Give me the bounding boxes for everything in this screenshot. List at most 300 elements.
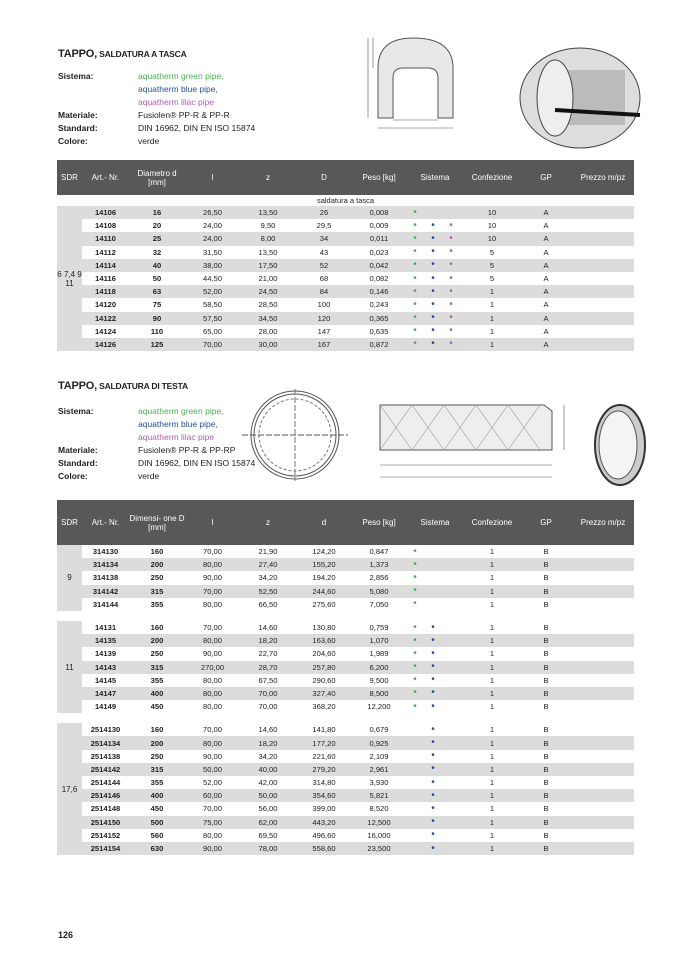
system-cell [406,776,464,789]
weight-cell: 8,520 [369,804,389,814]
z-value-cell: 34,50 [240,312,296,325]
column-header: Confezione [464,500,520,545]
price-cell [572,723,634,736]
system-dot-lilac: • [449,338,453,350]
gp-cell: B [543,599,549,609]
table-row [57,842,634,855]
diameter-cell: 355 [150,599,164,609]
column-header: Confezione [464,160,520,195]
l-value-cell: 70,00 [185,338,240,351]
system-dot-blue: • [431,750,435,762]
weight-cell: 0,008 [352,206,406,219]
d-value-cell: 399,00 [312,804,336,814]
system-dot-blue: • [431,802,435,814]
system-dot-blue: • [431,737,435,749]
column-header: l [185,500,240,545]
weight-cell: 2,856 [369,573,389,583]
art-nr-cell: 2514148 [90,804,121,814]
price-cell [572,687,634,700]
z-value-cell: 70,00 [258,702,278,712]
system-blue: aquatherm blue pipe, [138,419,218,429]
art-nr-cell: 14131 [94,623,117,633]
system-dot-blue [430,587,436,595]
column-header: Peso [kg] [352,160,406,195]
system-dot-lilac [448,548,454,556]
weight-cell: 0,365 [352,312,406,325]
column-header: z [240,500,296,545]
system-dot-blue: • [431,246,435,258]
d-value-cell: 314,80 [312,778,336,788]
table-row [57,789,634,802]
price-cell [572,598,634,611]
system-dot-blue: • [431,312,435,324]
table-row [57,674,634,687]
column-header: GP [520,500,572,545]
weight-cell: 0,023 [369,247,389,257]
diameter-cell: 160 [150,547,164,557]
l-value-cell: 65,00 [202,326,222,336]
weight-cell: 0,082 [369,274,389,284]
gp-cell: A [520,285,572,298]
table-row [57,206,634,219]
d-value-cell: 100 [317,300,331,310]
column-header: Art.- Nr. [82,500,129,545]
art-nr-cell: 14149 [94,702,117,712]
system-cell [406,338,464,351]
table-row [57,219,634,232]
table-row [57,585,634,598]
gp-cell: B [543,778,549,788]
system-dot-lilac [448,209,454,217]
column-header: Prezzo m/pz [572,160,634,195]
system-dot-lilac [448,792,454,800]
table-row [57,298,634,311]
system-lilac: aquatherm lilac pipe [138,432,215,442]
l-value-cell: 75,00 [185,816,240,829]
z-value-cell: 21,90 [258,547,278,557]
column-header: Sistema [406,160,464,195]
packaging-cell: 1 [489,751,495,761]
diameter-cell: 25 [129,232,185,245]
l-value-cell: 70,00 [202,804,222,814]
system-dot-green: • [413,285,417,297]
system-dot-green: • [413,545,417,557]
packaging-cell: 1 [464,789,520,802]
system-dot-green: • [413,571,417,583]
art-nr-cell: 2514130 [90,725,121,735]
system-dot-blue: • [431,829,435,841]
system-dot-lilac [448,637,454,645]
system-cell [406,700,464,713]
sdr-cell: 9 [57,545,82,611]
system-cell [406,736,464,749]
table-row [57,545,634,558]
system-dot-green: • [413,312,417,324]
subheader-saldatura: saldatura a tasca [316,196,375,205]
z-value-cell: 62,00 [240,816,296,829]
diameter-cell: 400 [129,789,185,802]
column-header: Art.- Nr. [82,160,129,195]
d-value-cell: 204,60 [312,649,336,659]
gp-cell: A [543,221,549,231]
packaging-cell: 1 [489,547,495,557]
packaging-cell: 1 [464,842,520,855]
packaging-cell: 1 [464,285,520,298]
table-row [57,723,634,736]
system-dot-green: • [413,272,417,284]
l-value-cell: 80,00 [185,687,240,700]
system-dot-green: • [413,634,417,646]
z-value-cell: 70,00 [240,687,296,700]
l-value-cell: 80,00 [202,599,222,609]
art-nr-cell: 314138 [92,573,119,583]
system-dot-blue [430,561,436,569]
system-dot-blue [430,600,436,608]
system-dot-lilac [448,587,454,595]
price-cell [572,246,634,259]
table-row [57,571,634,584]
diameter-cell: 75 [152,300,162,310]
packaging-cell: 1 [464,736,520,749]
system-dot-blue: • [431,621,435,633]
system-cell [406,750,464,763]
diameter-cell: 32 [152,247,162,257]
system-lilac: aquatherm lilac pipe [138,97,215,107]
l-value-cell: 70,00 [185,585,240,598]
z-value-cell: 27,40 [240,558,296,571]
system-dot-blue: • [431,816,435,828]
diameter-cell: 160 [150,725,164,735]
weight-cell: 0,847 [369,547,389,557]
diameter-cell: 355 [150,778,164,788]
system-dot-lilac: • [449,285,453,297]
art-nr-cell: 314134 [82,558,129,571]
packaging-cell: 1 [489,675,495,685]
price-cell [572,634,634,647]
gp-cell: A [520,312,572,325]
art-nr-cell: 14110 [82,232,129,245]
table-row [57,598,634,611]
title-sub: SALDATURA DI TESTA [96,381,188,391]
spec-block-socket [58,70,255,148]
system-dot-blue: • [431,647,435,659]
price-cell [572,674,634,687]
z-value-cell: 17,50 [240,259,296,272]
system-dot-green: • [413,298,417,310]
diameter-cell: 63 [129,285,185,298]
diameter-cell: 250 [150,751,164,761]
packaging-cell: 1 [489,830,495,840]
system-dot-blue: • [431,219,435,231]
weight-cell: 8,500 [352,687,406,700]
weight-cell: 5,821 [352,789,406,802]
system-green: aquatherm green pipe, [138,406,224,416]
cap-side-drawing [372,395,577,490]
packaging-cell: 1 [489,804,495,814]
l-value-cell: 80,00 [202,675,222,685]
system-dot-green [412,739,418,747]
weight-cell: 16,000 [367,830,391,840]
system-dot-blue [430,574,436,582]
art-nr-cell: 14135 [82,634,129,647]
diameter-cell: 160 [150,623,164,633]
l-value-cell: 52,00 [202,778,222,788]
weight-cell: 23,500 [352,842,406,855]
art-nr-cell: 14118 [82,285,129,298]
price-cell [572,285,634,298]
art-nr-cell: 14147 [82,687,129,700]
system-dot-green [412,765,418,773]
label-materiale: Materiale: [58,110,98,120]
cap-photo [515,40,645,155]
d-value-cell: 354,60 [296,789,352,802]
packaging-cell: 1 [464,338,520,351]
table-row [57,312,634,325]
system-dot-green: • [413,647,417,659]
price-cell [572,789,634,802]
system-blue: aquatherm blue pipe, [138,84,218,94]
system-dot-green: • [413,246,417,258]
diameter-cell: 450 [150,804,164,814]
z-value-cell: 18,20 [240,736,296,749]
table-row [57,246,634,259]
spec-block-butt [58,405,255,483]
system-cell [406,829,464,842]
system-dot-lilac [448,561,454,569]
price-cell [572,829,634,842]
gp-cell: B [520,687,572,700]
column-header: Sistema [406,500,464,545]
l-value-cell: 60,00 [185,789,240,802]
packaging-cell: 5 [489,247,495,257]
system-dot-green: • [413,206,417,218]
l-value-cell: 90,00 [202,751,222,761]
art-nr-cell: 14145 [94,675,117,685]
weight-cell: 2,961 [352,763,406,776]
system-dot-blue: • [431,232,435,244]
l-value-cell: 90,00 [202,573,222,583]
system-dot-lilac: • [449,219,453,231]
gp-cell: A [520,338,572,351]
system-dot-green: • [413,219,417,231]
d-value-cell: 130,80 [312,623,336,633]
art-nr-cell: 2514146 [82,789,129,802]
system-cell [406,789,464,802]
system-dot-green: • [413,661,417,673]
system-dot-lilac [448,703,454,711]
z-value-cell: 78,00 [240,842,296,855]
column-header: d [296,500,352,545]
gp-cell: A [543,274,549,284]
weight-cell: 2,109 [369,751,389,761]
price-cell [572,232,634,245]
system-cell [406,232,464,245]
system-dot-lilac: • [449,298,453,310]
weight-cell: 0,872 [352,338,406,351]
diameter-cell: 630 [129,842,185,855]
system-cell [406,674,464,687]
z-value-cell: 28,00 [258,326,278,336]
diameter-cell: 250 [150,573,164,583]
art-nr-cell: 2514154 [82,842,129,855]
price-cell [572,661,634,674]
system-green: aquatherm green pipe, [138,71,224,81]
art-nr-cell: 314142 [82,585,129,598]
z-value-cell: 56,00 [258,804,278,814]
system-dot-blue: • [431,776,435,788]
weight-cell: 1,989 [369,649,389,659]
d-value-cell: 29,5 [316,221,332,231]
z-value-cell: 67,50 [258,675,278,685]
packaging-cell: 1 [464,661,520,674]
gp-cell: B [520,585,572,598]
packaging-cell: 1 [489,326,495,336]
d-value-cell: 244,60 [296,585,352,598]
price-cell [572,298,634,311]
l-value-cell: 80,00 [185,634,240,647]
gp-cell: B [543,675,549,685]
table-row [57,661,634,674]
butt-cap-table [57,500,634,855]
system-dot-lilac: • [449,272,453,284]
system-dot-green: • [413,585,417,597]
system-dot-blue: • [431,285,435,297]
diameter-cell: 315 [129,661,185,674]
d-value-cell: 68 [319,274,329,284]
gp-cell: A [520,259,572,272]
price-cell [572,272,634,285]
weight-cell: 12,200 [367,702,391,712]
weight-cell: 0,042 [352,259,406,272]
art-nr-cell: 2514142 [82,763,129,776]
system-dot-green [412,752,418,760]
packaging-cell: 1 [464,585,520,598]
system-dot-lilac: • [449,246,453,258]
packaging-cell: 1 [464,634,520,647]
gp-cell: B [543,725,549,735]
z-value-cell: 8,00 [240,232,296,245]
price-cell [572,763,634,776]
l-value-cell: 70,00 [202,547,222,557]
weight-cell: 9,500 [369,675,389,685]
system-dot-lilac [448,818,454,826]
l-value-cell: 50,00 [185,763,240,776]
d-value-cell: 43 [319,247,329,257]
system-cell [406,285,464,298]
system-dot-lilac [448,726,454,734]
gp-cell: B [543,804,549,814]
system-dot-lilac [448,752,454,760]
packaging-cell: 1 [489,702,495,712]
z-value-cell: 18,20 [240,634,296,647]
gp-cell: B [520,661,572,674]
system-dot-green: • [413,259,417,271]
z-value-cell: 69,50 [258,830,278,840]
column-header: Dimensi- one D [mm] [129,500,185,545]
cap-front-drawing [240,385,350,485]
packaging-cell: 1 [464,816,520,829]
packaging-cell: 1 [489,778,495,788]
weight-cell: 0,243 [369,300,389,310]
system-dot-green [412,818,418,826]
group-spacer [57,713,634,723]
system-dot-blue: • [431,700,435,712]
system-cell [406,259,464,272]
system-dot-blue: • [431,842,435,854]
l-value-cell: 52,00 [185,285,240,298]
column-header: Prezzo m/pz [572,500,634,545]
system-dot-blue: • [431,789,435,801]
packaging-cell: 1 [489,573,495,583]
column-header: SDR [57,500,82,545]
system-dot-lilac [448,624,454,632]
system-cell [406,558,464,571]
table-row [57,272,634,285]
weight-cell: 5,080 [352,585,406,598]
system-dot-lilac: • [449,312,453,324]
column-header: Peso [kg] [352,500,406,545]
table-row [57,802,634,815]
d-value-cell: 275,60 [312,599,336,609]
gp-cell: B [543,830,549,840]
weight-cell: 12,500 [352,816,406,829]
section-title-socket [58,48,187,60]
diameter-cell: 200 [129,736,185,749]
standard-value: DIN 16962, DIN EN ISO 15874 [138,123,256,133]
d-value-cell: 177,20 [296,736,352,749]
gp-cell: B [520,789,572,802]
d-value-cell: 194,20 [312,573,336,583]
art-nr-cell: 14114 [82,259,129,272]
system-cell [406,763,464,776]
label-colore: Colore: [58,471,88,481]
system-dot-blue: • [431,723,435,735]
standard-value: DIN 16962, DIN EN ISO 15874 [138,458,256,468]
system-dot-green [412,845,418,853]
z-value-cell: 28,70 [240,661,296,674]
z-value-cell: 40,00 [240,763,296,776]
system-dot-green: • [413,598,417,610]
d-value-cell: 290,60 [312,675,336,685]
diameter-cell: 315 [129,763,185,776]
packaging-cell: 10 [464,206,520,219]
art-nr-cell: 2514150 [82,816,129,829]
packaging-cell: 1 [489,623,495,633]
label-standard: Standard: [58,123,98,133]
group-spacer [57,611,634,621]
l-value-cell: 70,00 [202,725,222,735]
system-dot-lilac [448,765,454,773]
packaging-cell: 1 [489,599,495,609]
l-value-cell: 90,00 [202,649,222,659]
column-header: Diametro d [mm] [129,160,185,195]
system-dot-blue: • [431,634,435,646]
system-dot-lilac [448,650,454,658]
l-value-cell: 270,00 [185,661,240,674]
weight-cell: 0,679 [369,725,389,735]
d-value-cell: 167 [296,338,352,351]
materiale-value: Fusiolen® PP-R & PP-R [138,110,230,120]
system-cell [406,723,464,736]
diameter-cell: 355 [150,675,164,685]
price-cell [572,571,634,584]
table-row [57,634,634,647]
diameter-cell: 450 [150,702,164,712]
l-value-cell: 90,00 [185,842,240,855]
art-nr-cell: 14122 [82,312,129,325]
table-row [57,816,634,829]
price-cell [572,736,634,749]
